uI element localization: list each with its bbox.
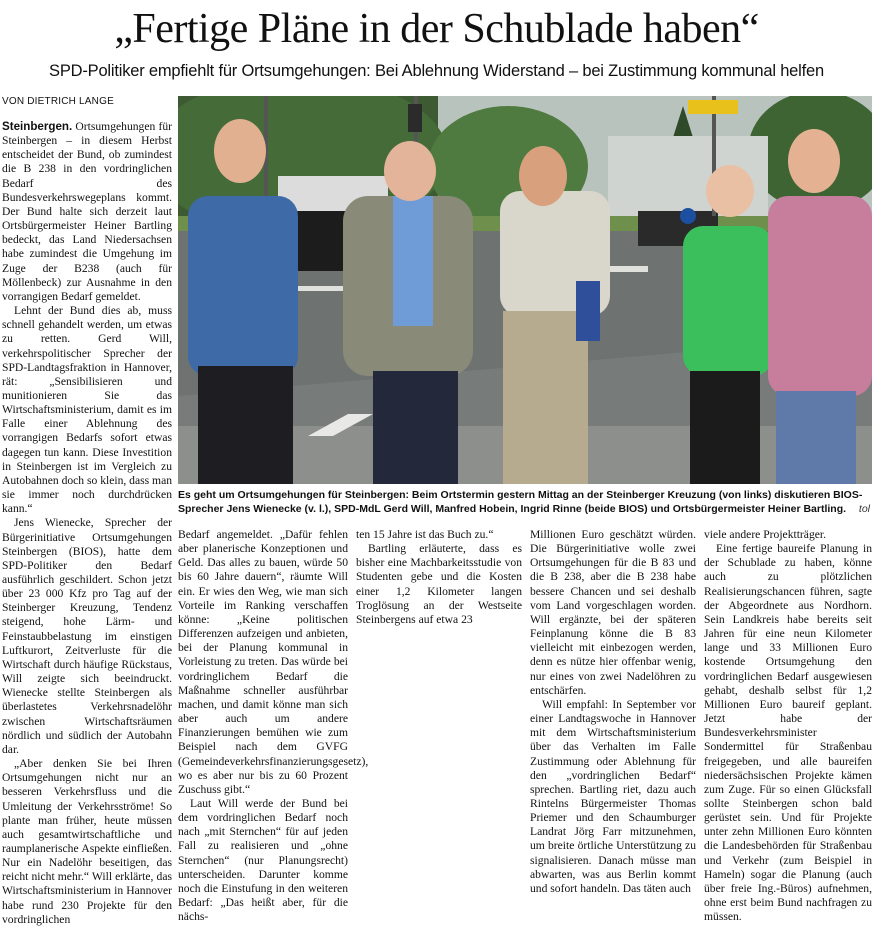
article-column-3 <box>356 528 522 627</box>
paragraph: ten 15 Jahre ist das Buch zu.“ <box>356 528 494 541</box>
article-column-4 <box>530 528 696 896</box>
paragraph: Bedarf angemeldet. „Dafür fehlen aber planerische Konzeptionen und Geld. Das alles zu bauen, würde 50 bis 60 Jahre dauern“, räumte Will ein. Er wies den Weg, wie man sich Vorteile im Ranking verschaffen könne: „Keine politischen Differenzen aufzeigen und anbieten, bei der Planung kommunal in Vorleistung zu treten. Das würde bei vordringlichem Bedarf die Maßnahme schneller ausführbar machen, und damit könne man sich aber auch um andere Finanzierungen bemühen wie zum Beispiel nach dem GVFG (Gemeindeverkehrsfinanzierungsgesetz), wo es aber nur bis zu 60 Prozent Zuschuss gibt.“ <box>178 528 369 796</box>
paragraph: Will empfahl: In September vor einer Landtagswoche in Hannover mit dem Wirtschaftsministerium über das Verhalten im Falle Zustimmung oder Ablehnung für den „vordringlichen Bedarf“ sprechen. Bartling riet, dazu auch Rintelns Bürgermeister Thomas Priemer und den Schaumburger Landrat Jörg Farr mitzunehmen, um breite örtliche Unterstützung zu signalisieren. Danach müsse man abwarten, was aus Berlin kommt und sofort handeln. Das täten auch <box>530 697 696 895</box>
paragraph: Eine fertige baureife Planung in der Schublade zu haben, könne auch zu plötzlichen Realisierungschancen führen, sagte der Abgeordnete aus Nordhorn. Sein Landkreis habe bereits seit Jahren für eine neun Kilometer lange und 33 Millionen Euro kostende Ortsumgehung den vordringlichen Bedarf ausgewiesen gehabt, deshalb selbst für 1,2 Millionen Euro baureif geplant. Jetzt habe der Bundesverkehrsminister Sondermittel für Straßenbau freigegeben, und alle baureifen niedersächsischen Projekte kämen zum Zuge. Für so einen Glücksfall sollte Steinbergen schon bald gerüstet sein. Und für Projekte unter zehn Millionen Euro könnten die Landesbehörden für Straßenbau und Verkehr (zum Beispiel in Hameln) sogar die Planung (auch über freie Ing.-Büros) aufnehmen, ohne erst beim Bund nachfragen zu müssen. <box>704 542 872 924</box>
byline: VON DIETRICH LANGE <box>2 96 114 107</box>
kicker: Steinbergen. <box>2 120 73 133</box>
subline: SPD-Politiker empfiehlt für Ortsumgehungen: Bei Ablehnung Widerstand – bei Zustimmung kommunal helfen <box>49 62 824 80</box>
paragraph: Bartling erläuterte, dass es bisher eine Machbarkeitsstudie von Studenten gebe und die Kosten einer 1,2 Kilometer langen Troglösung an der Westseite Steinbergens auf etwa 23 <box>356 542 522 626</box>
paragraph: Lehnt der Bund dies ab, muss schnell gehandelt werden, um etwas zu retten. Gerd Will, verkehrspolitischer Sprecher der SPD-Landtagsfraktion in Hannover, rät: „Sensibilisieren und munitionieren Sie das Wirtschaftsministerium, damit es im Falle einer Ablehnung des vorrangigen Bedarfs sofort etwas dagegen tun kann. Diese Investition in Steinbergen ist im Vergleich zu Autobahnen doch so klein, dass man sie immer noch durchdrücken kann.“ <box>2 304 173 516</box>
article-column-2 <box>178 528 369 924</box>
paragraph: „Aber denken Sie bei Ihren Ortsumgehungen nicht nur an besseren Verkehrsfluss und die Umleitung der Verkehrsströme! So plante man früher, heute müssen auch gesamtwirtschaftliche und raumplanerische Aspekte einfließen. Nur ein Nadelöhr beseitigen, das reicht nicht mehr.“ Will erklärte, das Wirtschaftsministerium in Hannover habe rund 230 Projekte für den vordringlichen <box>2 757 172 926</box>
paragraph: Millionen Euro geschätzt würden. Die Bürgerinitiative wolle zwei Ortsumgehungen für die B 83 und die B 238, aber die B 238 habe bessere Chancen und sei deshalb vom Land vorgeschlagen worden. Will ergänzte, bei der späteren Feinplanung könne die B 83 vielleicht mit einbezogen werden, denn es nütze hier offenbar wenig, nur eines von zwei Nadelöhren zu entschärfen. <box>530 528 696 697</box>
paragraph: Steinbergen. Ortsumgehungen für Steinbergen – in diesem Herbst entscheidet der Bund, ob zumindest die B 238 in den vordringlichen Bedarf des Bundesverkehrswegeplans kommt. Der Bund halte sich derzeit laut Ortsbürgermeister Heiner Bartling bedeckt, das Land Niedersachsen habe zumindest die Umgehung im Zuge der B238 (auch für Möllenbeck) zur Ausnahme in den vorrangigen Bedarf gemeldet. <box>2 120 172 303</box>
headline: „Fertige Pläne in der Schublade haben“ <box>114 6 759 52</box>
paragraph: Laut Will werde der Bund bei dem vordringlichen Bedarf noch nach „mit Sternchen“ für auf jeden Fall zu realisieren und „ohne Sternchen“ (nur Planungsrecht) unterscheiden. Darunter komme noch die Einstufung in den weiteren Bedarf: „Das heißt aber, für die nächs- <box>178 796 348 924</box>
photo-credit: tol <box>858 502 870 515</box>
article-photo <box>178 96 872 484</box>
paragraph: viele andere Projektträger. <box>704 528 827 541</box>
article-column-5 <box>704 528 872 924</box>
photo-caption: Es geht um Ortsumgehungen für Steinbergen: Beim Ortstermin gestern Mittag an der Steinberger Kreuzung (von links) diskutieren BIOS-Sprecher Jens Wienecke (v. l.), SPD-MdL Gerd Will, Manfred Hobein, Ingrid Rinne (beide BIOS) und Ortsbürgermeister Heiner Bartling. tol <box>178 489 870 515</box>
article-column-1 <box>2 120 172 927</box>
paragraph: Jens Wienecke, Sprecher der Bürgerinitiative Ortsumgehungen Steinbergen (BIOS), hatte dem SPD-Politiker den Bedarf ausführlich geschildert. Schon jetzt über 23 000 Kfz pro Tag auf der Steinberger Kreuzung, Tendenz steigend, hohe Lärm- und Feinstaubbelastung im einstigen Luftkurort, Zeitverluste für die Wirtschaft durch häufige Rückstaus, Will zeigte sich beeindruckt. Wienecke stellte Steinbergen als überlastetes Verkehrsnadelöhr zwischen Wirtschaftsräumen nördlich und südlich der Autobahn dar. <box>2 516 172 756</box>
